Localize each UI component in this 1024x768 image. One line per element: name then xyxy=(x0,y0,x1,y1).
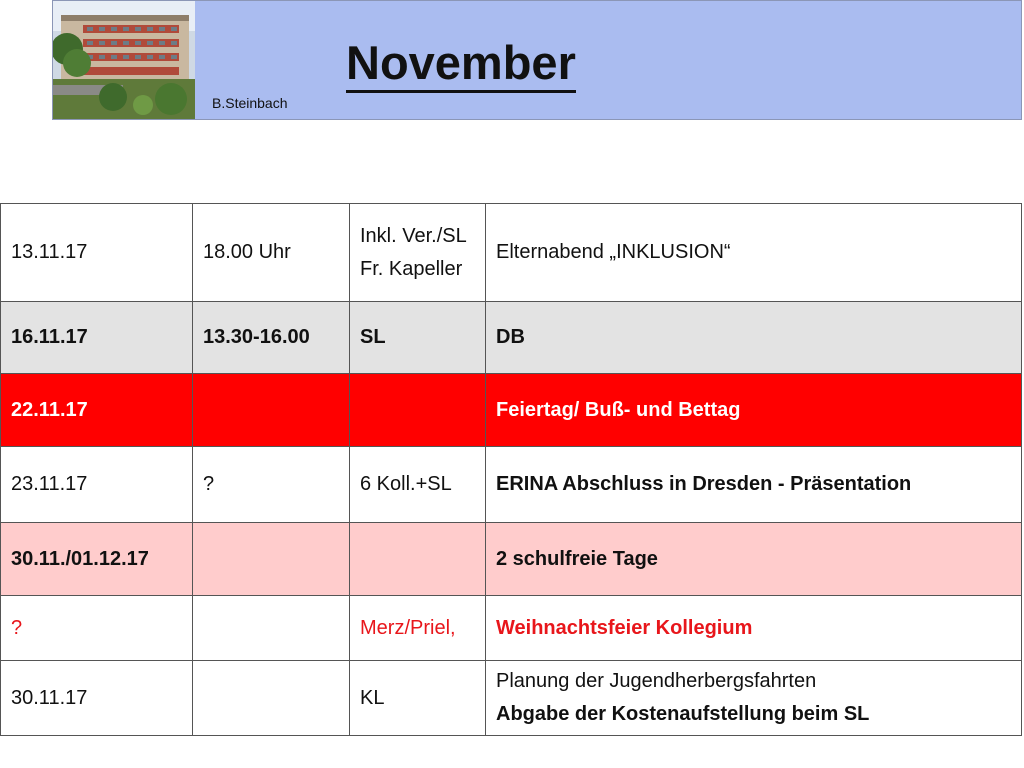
event-cell: ERINA Abschluss in Dresden - Präsentation xyxy=(486,447,1022,523)
time-cell: 13.30-16.00 xyxy=(193,302,350,374)
date-cell: 16.11.17 xyxy=(1,302,193,374)
table-row xyxy=(1,204,1022,302)
participants-cell xyxy=(350,204,486,302)
date-cell: 30.11.17 xyxy=(1,661,193,736)
date-cell: 13.11.17 xyxy=(1,204,193,302)
schedule-table xyxy=(0,203,1022,736)
table-row xyxy=(1,523,1022,596)
participants-line: Fr. Kapeller xyxy=(360,257,463,280)
date-cell: ? xyxy=(1,596,193,661)
date-cell: 30.11./01.12.17 xyxy=(1,523,193,596)
event-line: Planung der Jugendherbergsfahrten xyxy=(496,670,817,692)
participants-cell: SL xyxy=(350,302,486,374)
event-cell: 2 schulfreie Tage xyxy=(486,523,1022,596)
page-title: November xyxy=(346,36,576,93)
time-cell: 18.00 Uhr xyxy=(193,204,350,302)
time-cell: ? xyxy=(193,447,350,523)
participants-cell xyxy=(350,374,486,447)
participants-cell: Merz/Priel, xyxy=(350,596,486,661)
date-cell: 23.11.17 xyxy=(1,447,193,523)
date-cell: 22.11.17 xyxy=(1,374,193,447)
participants-cell: 6 Koll.+SL xyxy=(350,447,486,523)
time-cell xyxy=(193,374,350,447)
time-cell xyxy=(193,661,350,736)
event-line: Abgabe der Kostenaufstellung beim SL xyxy=(496,703,870,725)
table-row xyxy=(1,374,1022,447)
time-cell xyxy=(193,523,350,596)
event-cell xyxy=(486,661,1022,736)
event-cell: Feiertag/ Buß- und Bettag xyxy=(486,374,1022,447)
participants-cell xyxy=(350,523,486,596)
time-cell xyxy=(193,596,350,661)
event-cell: Elternabend „INKLUSION“ xyxy=(486,204,1022,302)
school-building-photo xyxy=(53,1,195,119)
table-row xyxy=(1,596,1022,661)
table-row xyxy=(1,661,1022,736)
participants-cell: KL xyxy=(350,661,486,736)
table-row xyxy=(1,302,1022,374)
table-row xyxy=(1,447,1022,523)
author-label: B.Steinbach xyxy=(212,95,288,111)
participants-line: Inkl. Ver./SL xyxy=(360,224,467,247)
event-cell: Weihnachtsfeier Kollegium xyxy=(486,596,1022,661)
event-cell: DB xyxy=(486,302,1022,374)
